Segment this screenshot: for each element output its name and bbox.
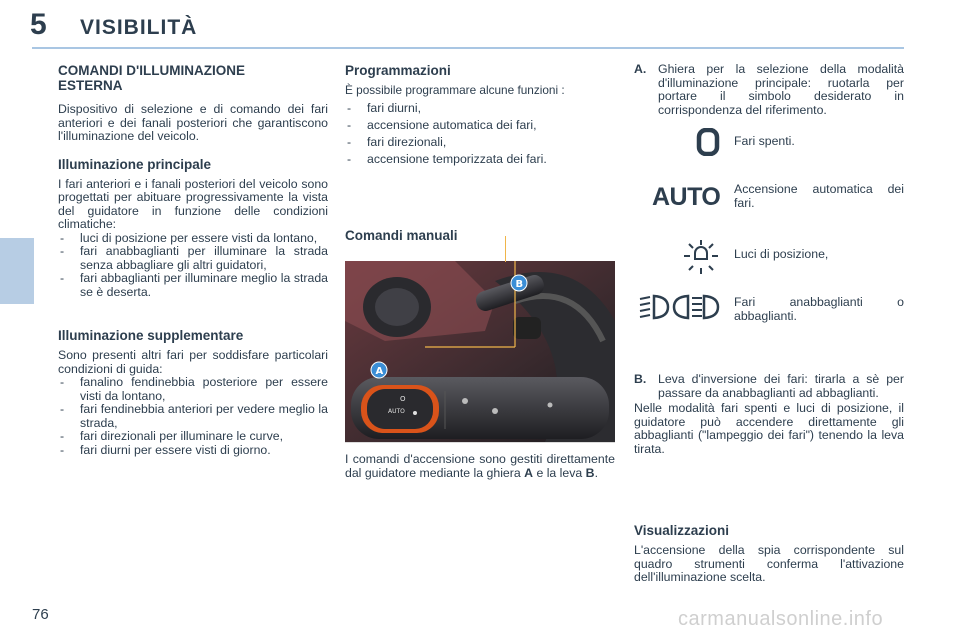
- lever-description-text: Leva d'inversione dei fari: tirarla a sè per passare da anabbaglianti ad abbaglianti.: [658, 372, 904, 400]
- position-lights-text: Luci di posizione,: [734, 247, 829, 261]
- list-item: - fari diurni per essere visti di giorno.: [58, 444, 328, 458]
- callout-line: [345, 442, 615, 443]
- column-left: [58, 63, 328, 457]
- lever-description: [634, 373, 904, 456]
- label-a: A.: [634, 62, 647, 76]
- column-middle: [345, 63, 615, 168]
- principal-heading: Illuminazione principale: [58, 156, 212, 172]
- watermark: carmanualsonline.info: [678, 608, 884, 630]
- flash-note-paragraph: Nelle modalità fari spenti e luci di posizione, il guidatore può accendere direttamente gli abbaglianti ("lampeggio dei fari") tenendo la leva tirata.: [634, 401, 904, 456]
- display-heading: Visualizzazioni: [634, 523, 730, 538]
- ring-description: [634, 63, 904, 117]
- auto-lights-icon: AUTO: [652, 183, 721, 211]
- label-b: B.: [634, 372, 647, 386]
- ring-label-off: O: [400, 395, 406, 403]
- list-item: - fari fendinebbia anteriori per vedere meglio la strada,: [58, 403, 328, 430]
- page-number: 76: [32, 606, 49, 623]
- chapter-number: 5: [30, 8, 47, 41]
- callout-line: [505, 236, 506, 262]
- lights-off-text: Fari spenti.: [734, 134, 795, 148]
- manual-controls-heading: Comandi manuali: [345, 228, 458, 243]
- list-item: - fari direzionali,: [345, 134, 615, 151]
- list-item: - fari abbaglianti per illuminare meglio la strada se è deserta.: [58, 272, 328, 299]
- list-item: - luci di posizione per essere visti da lontano,: [58, 232, 328, 246]
- photo-label-b: B: [515, 279, 524, 290]
- list-item: - fanalino fendinebbia posteriore per essere visti da lontano,: [58, 376, 328, 403]
- supplementary-list: [58, 376, 328, 457]
- list-item: - fari anabbaglianti per illuminare la strada senza abbagliare gli altri guidatori,: [58, 245, 328, 272]
- low-high-beam-text: Fari anabbaglianti o abbaglianti.: [734, 295, 904, 323]
- photo-label-a: A: [375, 366, 384, 377]
- position-lights-icon: [683, 239, 719, 275]
- ring-description-text: Ghiera per la selezione della modalità d'illuminazione principale: ruotarla per portare il simbolo desiderato in corrispondenza del riferimento.: [658, 62, 904, 117]
- header-rule: [32, 47, 904, 49]
- manual-controls-paragraph: I comandi d'accensione sono gestiti direttamente dal guidatore mediante la ghiera A e la leva B.: [345, 452, 615, 480]
- list-item: - accensione automatica dei fari,: [345, 117, 615, 134]
- supplementary-paragraph: Sono presenti altri fari per soddisfare particolari condizioni di guida:: [58, 348, 328, 376]
- section-title: COMANDI D'ILLUMINAZIONE ESTERNA: [58, 63, 245, 93]
- stalk-photo-illustration: [345, 261, 615, 442]
- low-high-beam-icon: [638, 293, 720, 321]
- display-section: [634, 523, 904, 585]
- programming-paragraph: È possibile programmare alcune funzioni :: [345, 83, 565, 97]
- light-stalk-photo: [345, 261, 615, 442]
- intro-paragraph: Dispositivo di selezione e di comando dei fari anteriori e dei fanali posteriori che garantiscono l'illuminazione del veicolo.: [58, 102, 328, 143]
- list-item: - fari diurni,: [345, 100, 615, 117]
- supplementary-heading: Illuminazione supplementare: [58, 328, 244, 343]
- chapter-side-tab: [0, 238, 34, 304]
- principal-paragraph: I fari anteriori e i fanali posteriori del veicolo sono progettati per abituare progressivamente la vista del guidatore in funzione delle condizioni climatiche:: [58, 176, 328, 231]
- ring-label-auto: AUTO: [388, 408, 405, 415]
- chapter-title: VISIBILITÀ: [80, 16, 198, 39]
- auto-lights-text: Accensione automatica dei fari.: [734, 182, 904, 210]
- list-item: - fari direzionali per illuminare le curve,: [58, 430, 328, 444]
- programming-list: [345, 100, 615, 168]
- principal-list: [58, 232, 328, 300]
- list-item: - accensione temporizzata dei fari.: [345, 151, 615, 168]
- lights-off-icon: [696, 128, 720, 156]
- display-paragraph: L'accensione della spia corrispondente sul quadro strumenti conferma l'attivazione dell'illuminazione scelta.: [634, 543, 904, 584]
- programming-heading: Programmazioni: [345, 63, 451, 78]
